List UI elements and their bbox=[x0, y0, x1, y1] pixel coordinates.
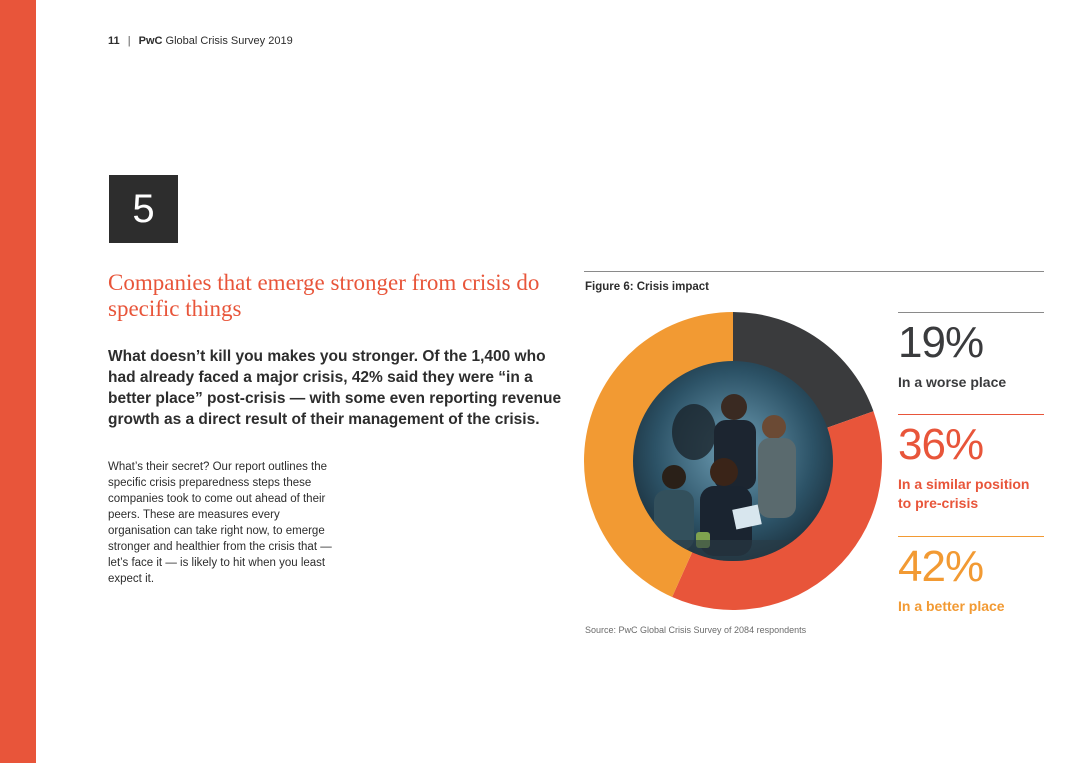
lead-paragraph: What doesn’t kill you makes you stronger. Of the 1,400 who had already faced a major crisis, 42% said they were “in a better place” post-crisis — with some even reporting revenue growth as a direct result of their management of the crisis. bbox=[108, 348, 562, 428]
stat-label: In a similar position to pre-crisis bbox=[898, 476, 1030, 511]
page-number: 11 bbox=[108, 35, 120, 47]
stat-rule bbox=[898, 414, 1044, 415]
body-paragraph: What’s their secret? Our report outlines the specific crisis preparedness steps these companies took to come out ahead of their peers. These are measures every organisation can take right now, to emerge stronger and healthier from the crisis that — let’s face it — is likely to hit when you least expect it. bbox=[108, 461, 332, 585]
stat-similar bbox=[898, 414, 1044, 513]
brand-name: PwC bbox=[138, 35, 163, 47]
stat-better bbox=[898, 536, 1044, 616]
document-title: Global Crisis Survey 2019 bbox=[165, 35, 293, 47]
figure-source: Source: PwC Global Crisis Survey of 2084 respondents bbox=[585, 625, 807, 635]
header-separator: | bbox=[127, 35, 131, 47]
stat-worse bbox=[898, 312, 1044, 392]
page-header bbox=[108, 35, 293, 47]
stat-rule bbox=[898, 312, 1044, 313]
stat-label: In a better place bbox=[898, 598, 1005, 614]
side-accent-bar bbox=[0, 0, 36, 763]
section-title: Companies that emerge stronger from crisis do specific things bbox=[108, 270, 540, 321]
donut-chart bbox=[584, 312, 882, 610]
stat-value: 36% bbox=[898, 420, 984, 469]
figure-top-rule bbox=[584, 271, 1044, 272]
stat-rule bbox=[898, 536, 1044, 537]
figure-title: Figure 6: Crisis impact bbox=[585, 281, 709, 293]
section-number: 5 bbox=[109, 175, 178, 243]
stat-label: In a worse place bbox=[898, 374, 1007, 390]
stat-value: 19% bbox=[898, 318, 984, 367]
stat-value: 42% bbox=[898, 542, 984, 591]
